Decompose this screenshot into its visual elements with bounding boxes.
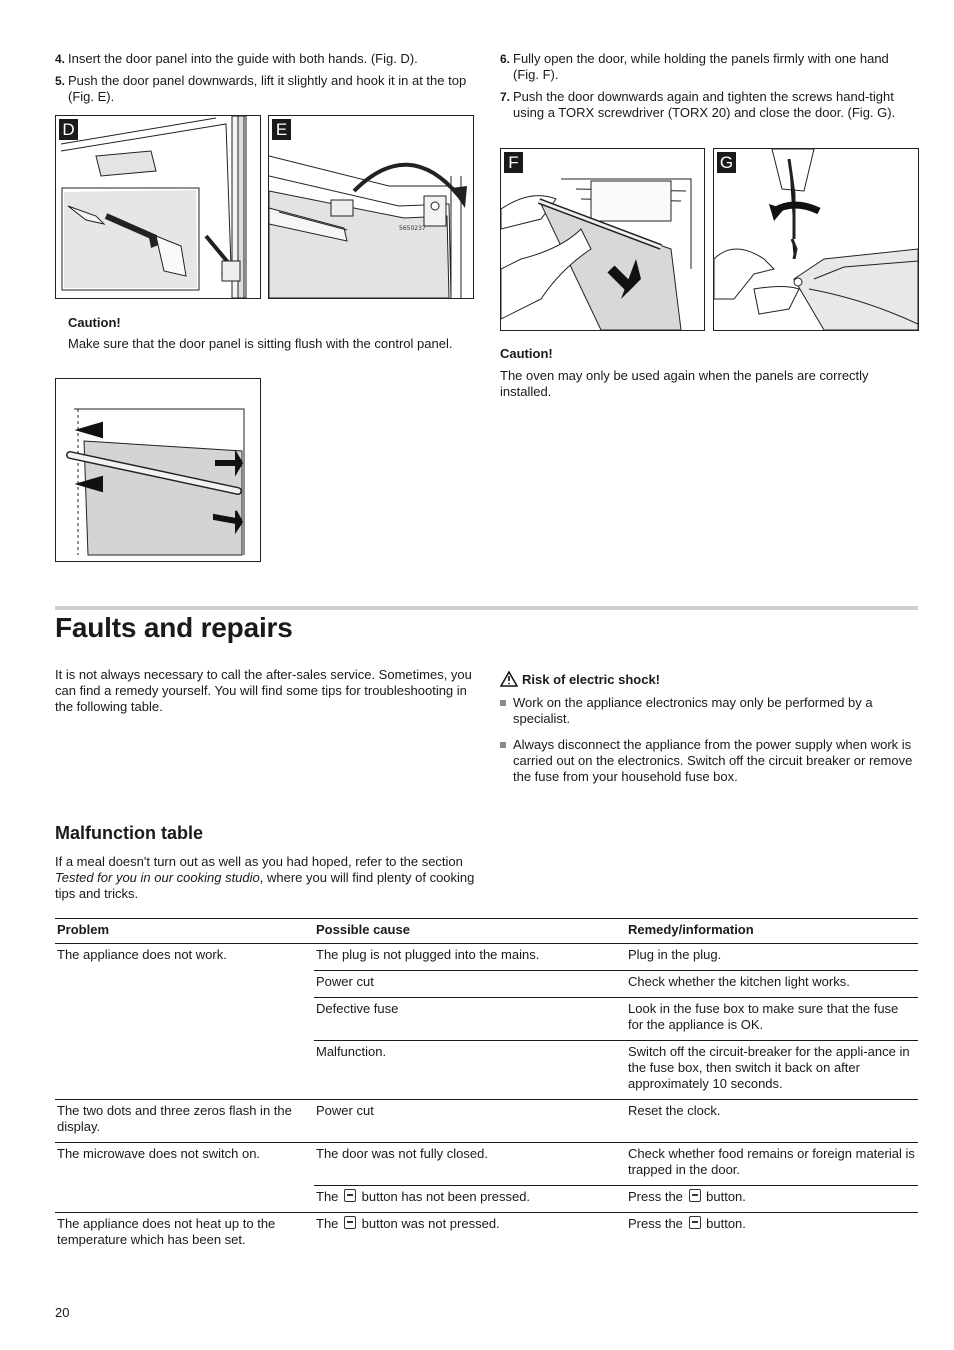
cause-cell: Power cut bbox=[314, 971, 626, 998]
remedy-cell: Switch off the circuit-breaker for the appli-ance in the fuse box, then switch it back on after approximately 10 seconds. bbox=[626, 1041, 918, 1100]
bullet-text: Work on the appliance electronics may only be performed by a specialist. bbox=[513, 695, 873, 726]
remedy-cell: Check whether food remains or foreign material is trapped in the door. bbox=[626, 1143, 918, 1186]
remedy-cell: Plug in the plug. bbox=[628, 947, 722, 962]
section-intro: It is not always necessary to call the after-sales service. Sometimes, you can find a remedy yourself. You will find some tips for troubleshooting in the following table. bbox=[55, 667, 472, 714]
page-number: 20 bbox=[55, 1305, 70, 1320]
bullet-icon bbox=[500, 700, 506, 706]
cause-text: button has not been pressed. bbox=[358, 1189, 531, 1204]
figure-f-illustration bbox=[501, 149, 704, 330]
figure-e bbox=[268, 115, 474, 299]
cause-cell: The door was not fully closed. bbox=[314, 1143, 626, 1186]
figure-label: F bbox=[504, 152, 523, 173]
start-button-icon bbox=[689, 1216, 701, 1229]
column-header: Remedy/information bbox=[626, 919, 918, 944]
figure-e-illustration bbox=[269, 116, 473, 298]
remedy-text: Press the bbox=[628, 1189, 687, 1204]
start-button-icon bbox=[344, 1189, 356, 1202]
figure-flush-panel bbox=[55, 378, 261, 562]
step-4 bbox=[55, 51, 475, 67]
remedy-cell: Check whether the kitchen light works. bbox=[626, 971, 918, 998]
step-7 bbox=[500, 89, 918, 121]
problem-cell: The appliance does not heat up to the temperature which has been set. bbox=[55, 1213, 314, 1256]
column-header: Possible cause bbox=[314, 919, 626, 944]
figure-g-illustration bbox=[714, 149, 918, 330]
figure-label: D bbox=[59, 119, 78, 140]
cause-cell: Malfunction. bbox=[314, 1041, 626, 1100]
cause-text: The bbox=[316, 1189, 343, 1204]
step-text: Insert the door panel into the guide with both hands. (Fig. D). bbox=[68, 51, 418, 66]
step-number: 5. bbox=[55, 74, 66, 88]
malfunction-intro bbox=[55, 854, 475, 902]
step-text: Fully open the door, while holding the panels firmly with one hand (Fig. F). bbox=[513, 51, 889, 82]
cause-text: button was not pressed. bbox=[358, 1216, 500, 1231]
section-divider bbox=[55, 606, 918, 610]
warning-bullet bbox=[500, 737, 918, 785]
warning-icon bbox=[500, 671, 518, 692]
figure-d-illustration bbox=[56, 116, 260, 298]
figure-d bbox=[55, 115, 261, 299]
step-text: Push the door downwards again and tighten the screws hand-tight using a TORX screwdriver (TORX 20) and close the door. (Fig. G). bbox=[513, 89, 896, 120]
malfunction-title: Malfunction table bbox=[55, 823, 203, 843]
step-number: 4. bbox=[55, 52, 66, 66]
problem-cell: The two dots and three zeros flash in the display. bbox=[55, 1100, 314, 1143]
caution-text: The oven may only be used again when the panels are correctly installed. bbox=[500, 368, 869, 399]
warning-title: Risk of electric shock! bbox=[522, 672, 660, 687]
figure-e-code: 5650237 bbox=[399, 225, 426, 232]
step-6 bbox=[500, 51, 918, 83]
remedy-text: button. bbox=[702, 1189, 746, 1204]
step-text: Push the door panel downwards, lift it slightly and hook it in at the top (Fig. E). bbox=[68, 73, 467, 104]
remedy-text: button. bbox=[702, 1216, 746, 1231]
cause-cell bbox=[314, 1186, 626, 1213]
cause-cell: Power cut bbox=[314, 1100, 626, 1143]
caution-heading: Caution! bbox=[500, 346, 553, 361]
problem-cell: The microwave does not switch on. bbox=[55, 1143, 314, 1213]
table-row bbox=[55, 1100, 918, 1143]
start-button-icon bbox=[689, 1189, 701, 1202]
step-number: 6. bbox=[500, 52, 511, 66]
cause-cell: The plug is not plugged into the mains. bbox=[316, 947, 540, 962]
cause-cell bbox=[314, 1213, 626, 1256]
bullet-icon bbox=[500, 742, 506, 748]
intro-text: , where you will find plenty of cooking tips and tricks. bbox=[55, 870, 475, 901]
intro-text: If a meal doesn't turn out as well as you had hoped, refer to the section bbox=[55, 854, 463, 869]
intro-reference: Tested for you in our cooking studio bbox=[55, 870, 260, 885]
remedy-text: Press the bbox=[628, 1216, 687, 1231]
cause-text: The bbox=[316, 1216, 343, 1231]
figure-label: G bbox=[717, 152, 736, 173]
remedy-cell: Reset the clock. bbox=[626, 1100, 918, 1143]
section-title: Faults and repairs bbox=[55, 612, 293, 643]
table-row bbox=[55, 1213, 918, 1256]
problem-cell: The appliance does not work. bbox=[57, 947, 227, 962]
remedy-cell bbox=[626, 1213, 918, 1256]
warning-heading bbox=[500, 671, 660, 692]
figure-g bbox=[713, 148, 919, 331]
start-button-icon bbox=[344, 1216, 356, 1229]
cause-cell: Defective fuse bbox=[314, 998, 626, 1041]
column-header: Problem bbox=[55, 919, 314, 944]
flush-panel-illustration bbox=[56, 379, 260, 561]
caution-text: Make sure that the door panel is sitting flush with the control panel. bbox=[68, 336, 453, 351]
warning-bullet bbox=[500, 695, 918, 727]
step-number: 7. bbox=[500, 90, 511, 104]
bullet-text: Always disconnect the appliance from the power supply when work is carried out on the electronics. Switch off the circuit breaker or remove the fuse from your household fuse box. bbox=[513, 737, 913, 784]
caution-heading: Caution! bbox=[68, 315, 121, 330]
figure-f bbox=[500, 148, 705, 331]
malfunction-table bbox=[55, 918, 918, 1255]
table-row bbox=[55, 944, 918, 971]
remedy-cell: Look in the fuse box to make sure that the fuse for the appliance is OK. bbox=[626, 998, 918, 1041]
table-header-row bbox=[55, 919, 918, 944]
step-5 bbox=[55, 73, 475, 105]
remedy-cell bbox=[626, 1186, 918, 1213]
figure-label: E bbox=[272, 119, 291, 140]
table-row bbox=[55, 1143, 918, 1186]
